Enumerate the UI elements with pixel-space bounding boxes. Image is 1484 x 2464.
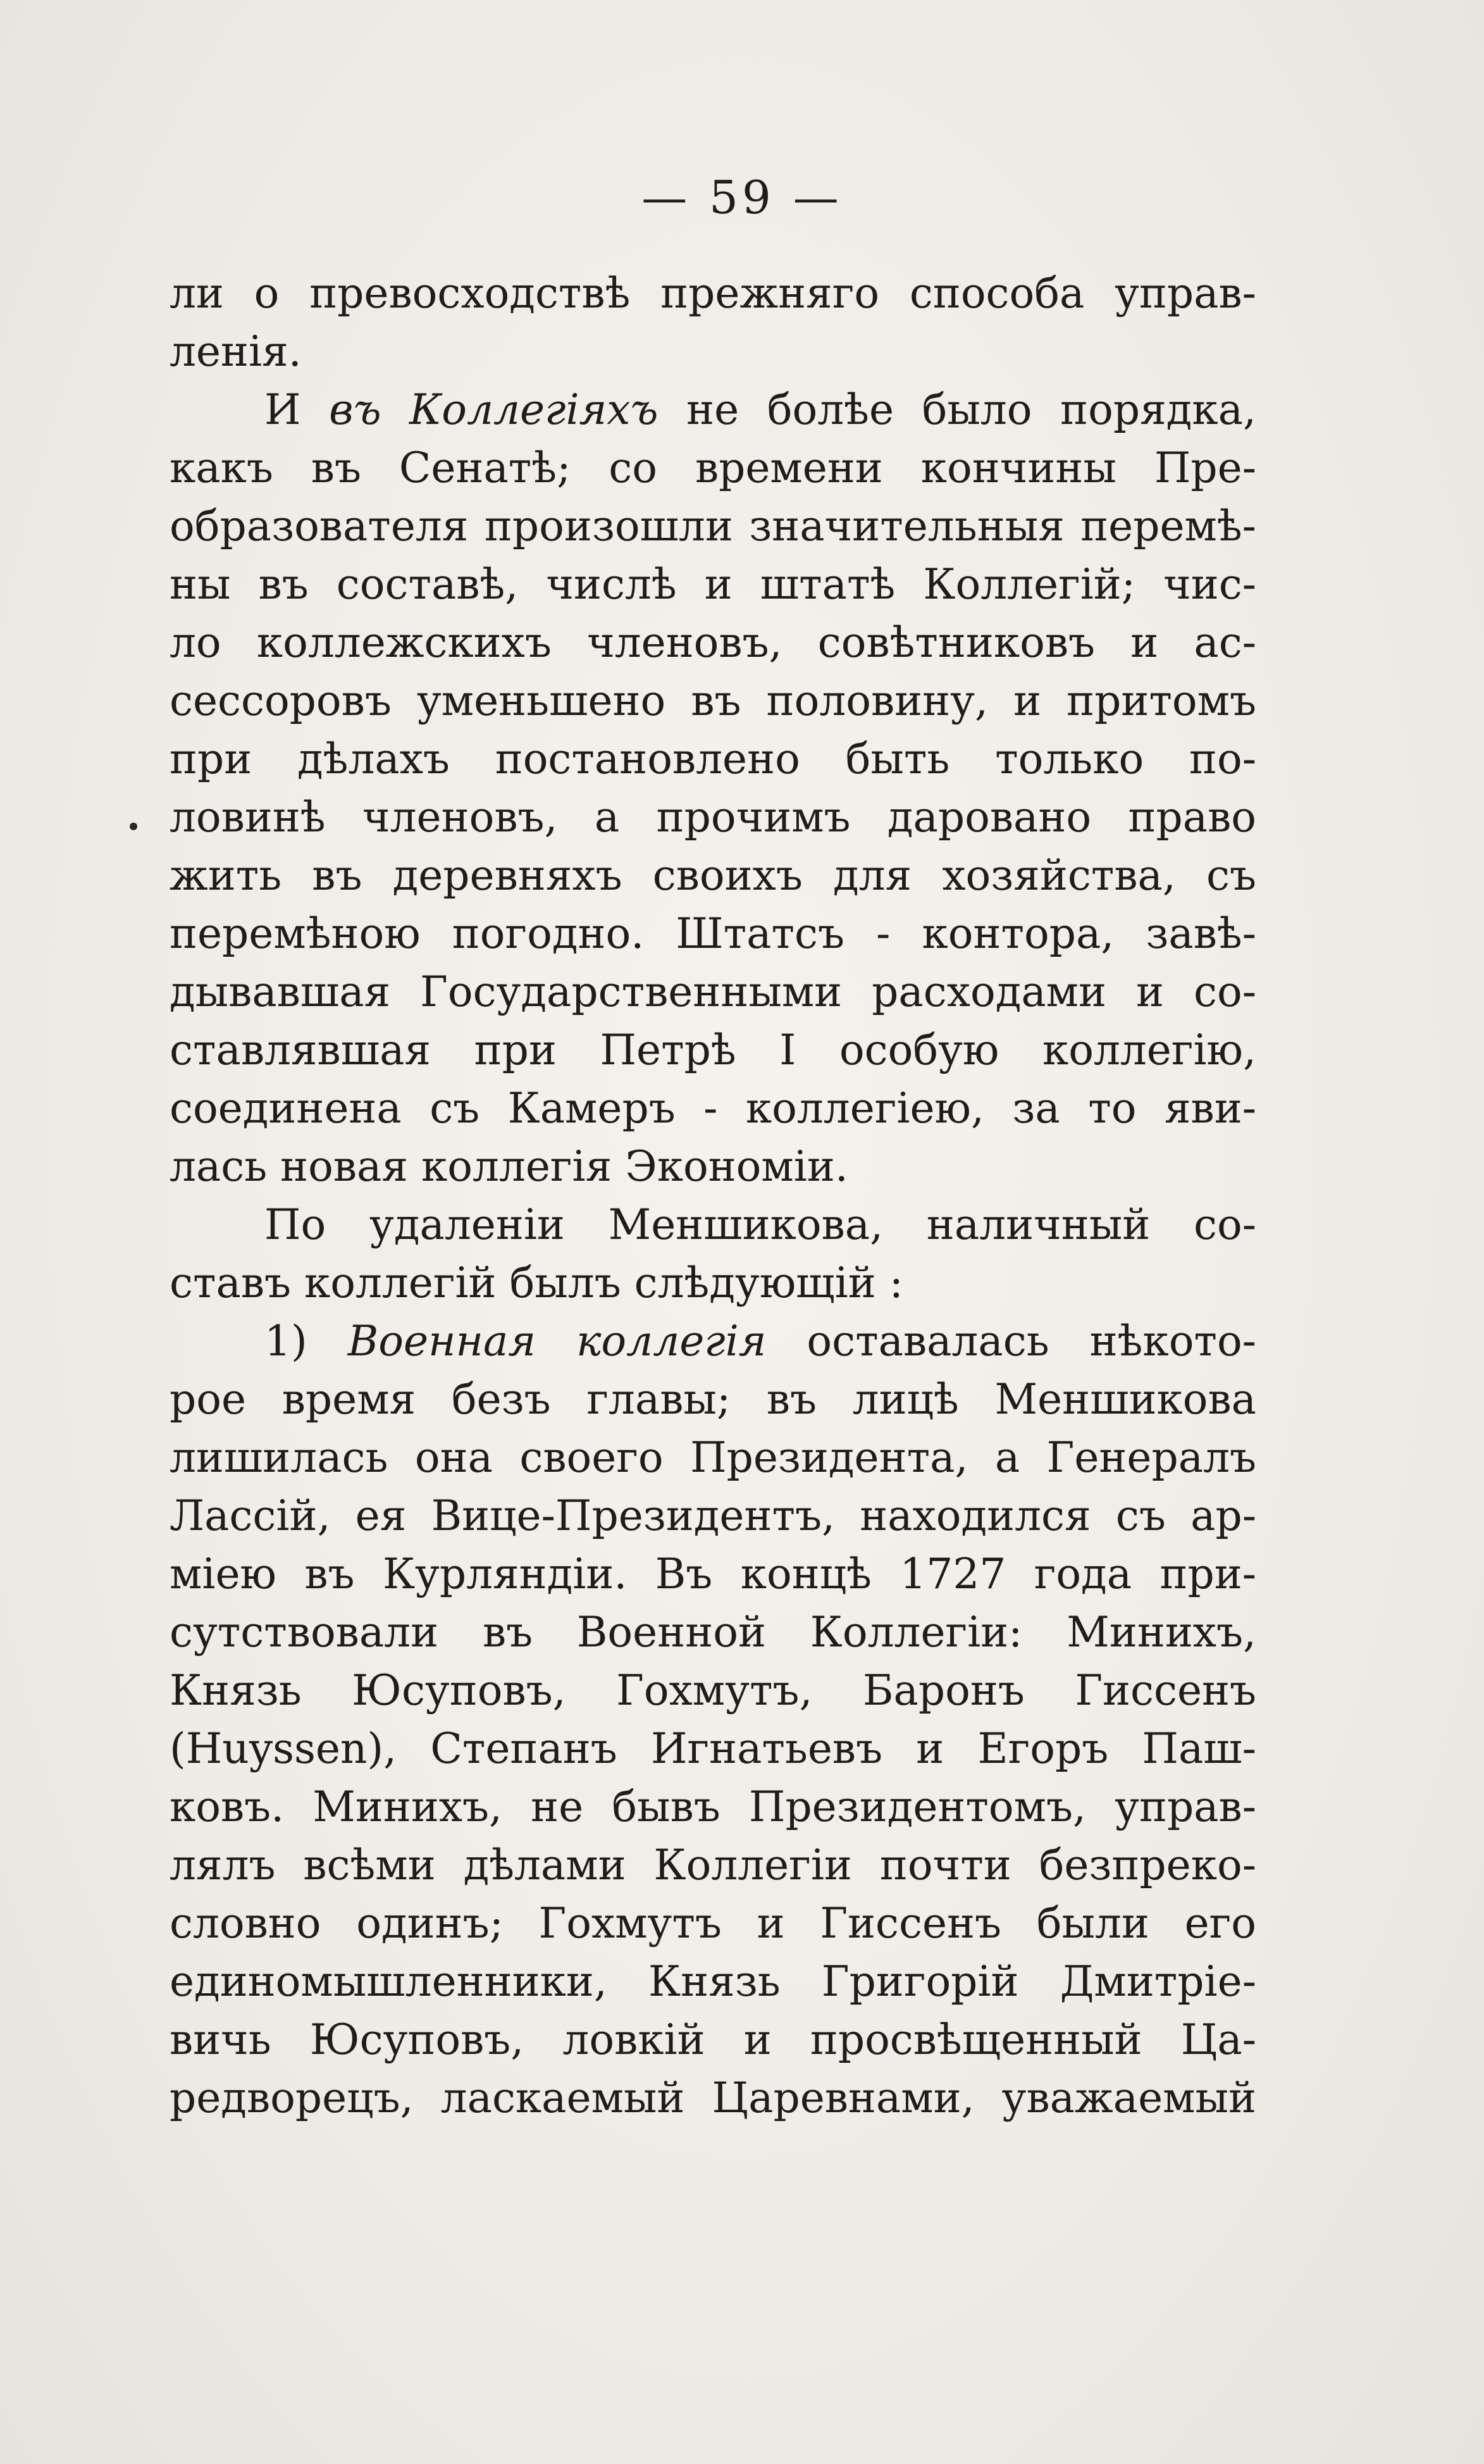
text-line	[170, 1895, 1256, 1953]
text-segment: рое время безъ главы; въ лицѣ Меншикова	[170, 1375, 1256, 1424]
italic-text: въ Коллегіяхъ	[329, 385, 659, 434]
body-text	[170, 264, 1256, 2127]
text-segment: вичь Юсуповъ, ловкій и просвѣщенный Ца-	[170, 2015, 1256, 2064]
text-segment: (Huyssen), Степанъ Игнатьевъ и Егоръ Паш-	[170, 1724, 1256, 1773]
text-segment: сутствовали въ Военной Коллегіи: Минихъ,	[170, 1608, 1256, 1657]
text-segment: редворецъ, ласкаемый Царевнами, уважаемый	[170, 2074, 1256, 2122]
text-line	[170, 1429, 1256, 1487]
text-segment: перемѣною погодно. Штатсъ - контора, завѣ-	[170, 909, 1256, 958]
text-segment: лялъ всѣми дѣлами Коллегіи почти безпреко-	[170, 1841, 1256, 1889]
text-segment: соединена съ Камеръ - коллегіею, за то яви-	[170, 1084, 1256, 1133]
text-line	[170, 1138, 1256, 1196]
text-segment: ло коллежскихъ членовъ, совѣтниковъ и ас-	[170, 618, 1256, 667]
text-segment: По удаленіи Меншикова, наличный со-	[264, 1200, 1256, 1249]
text-segment: ковъ. Минихъ, не бывъ Президентомъ, управ-	[170, 1783, 1256, 1831]
text-segment: Князь Юсуповъ, Гохмутъ, Баронъ Гиссенъ	[170, 1666, 1256, 1715]
text-segment: при дѣлахъ постановлено быть только по-	[170, 735, 1256, 783]
text-segment: лась новая коллегія Экономіи.	[170, 1142, 848, 1191]
text-line	[170, 1778, 1256, 1836]
text-line	[170, 1953, 1256, 2011]
text-line	[170, 788, 1256, 847]
text-line	[170, 264, 1256, 323]
text-line	[170, 439, 1256, 497]
text-line	[170, 1487, 1256, 1545]
text-segment: ловинѣ членовъ, а прочимъ даровано право	[170, 793, 1256, 842]
text-line	[170, 672, 1256, 730]
text-segment: ны въ составѣ, числѣ и штатѣ Коллегій; чис-	[170, 560, 1256, 609]
text-line	[170, 1662, 1256, 1720]
text-line	[170, 1545, 1256, 1603]
text-segment: ли о превосходствѣ прежняго способа управ-	[170, 269, 1256, 318]
text-line	[170, 1371, 1256, 1429]
text-line	[170, 323, 1256, 381]
italic-text: Военная коллегія	[347, 1317, 767, 1366]
text-line	[170, 847, 1256, 905]
text-line	[170, 381, 1256, 439]
text-segment: И	[264, 385, 330, 434]
text-line	[170, 2069, 1256, 2127]
text-line	[170, 497, 1256, 556]
text-segment: ставлявшая при	[170, 1026, 600, 1074]
ink-speck	[130, 823, 137, 830]
text-segment: не болѣе было порядка,	[658, 385, 1256, 434]
text-line	[170, 1603, 1256, 1662]
text-line	[170, 556, 1256, 614]
text-segment: Петрѣ I	[600, 1026, 796, 1074]
text-segment: міею въ Курляндіи. Въ концѣ 1727 года при-	[170, 1550, 1256, 1598]
text-line	[170, 730, 1256, 788]
text-segment: сессоровъ уменьшено въ половину, и притомъ	[170, 676, 1256, 725]
text-segment: лишилась она своего Президента, а Генералъ	[170, 1433, 1256, 1482]
text-line	[170, 1080, 1256, 1138]
text-segment: ленія.	[170, 327, 302, 376]
text-segment: дывавшая Государственными расходами и со-	[170, 968, 1256, 1016]
text-line	[170, 1720, 1256, 1778]
text-segment: образователя произошли значительныя перемѣ-	[170, 502, 1256, 551]
text-segment: какъ въ Сенатѣ; со времени кончины Пре-	[170, 444, 1256, 492]
text-line	[170, 1196, 1256, 1254]
text-line	[170, 1021, 1256, 1080]
text-segment: особую коллегію,	[796, 1026, 1256, 1074]
text-line	[170, 905, 1256, 963]
text-line	[170, 963, 1256, 1021]
text-segment: Лассій, ея Вице-Президентъ, находился съ ар-	[170, 1491, 1256, 1540]
page-number: — 59 —	[641, 171, 843, 224]
text-line	[170, 614, 1256, 672]
text-segment: оставалась нѣкото-	[766, 1317, 1256, 1366]
text-line	[170, 1836, 1256, 1895]
text-line	[170, 1312, 1256, 1371]
text-segment: ставъ коллегій былъ слѣдующій :	[170, 1259, 903, 1307]
text-segment: 1)	[264, 1317, 348, 1366]
text-segment: словно одинъ; Гохмутъ и Гиссенъ были его	[170, 1899, 1256, 1948]
text-segment: жить въ деревняхъ своихъ для хозяйства, съ	[170, 851, 1256, 900]
text-segment: единомышленники, Князь Григорій Дмитріе-	[170, 1957, 1256, 2006]
text-line	[170, 1254, 1256, 1312]
text-line	[170, 2011, 1256, 2069]
